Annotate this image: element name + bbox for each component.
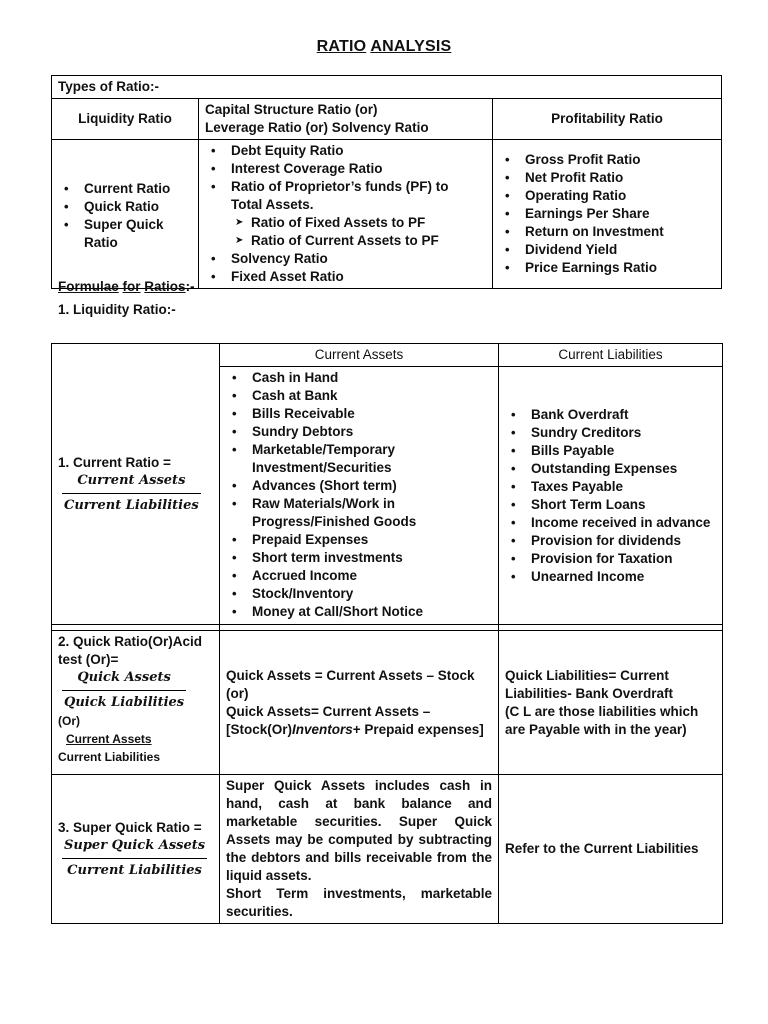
- list-item: • Bank Overdraft: [505, 406, 716, 424]
- list-item: • Short term investments: [226, 549, 492, 567]
- ratios-word: Ratios: [144, 279, 186, 294]
- quick-liab-line1: Quick Liabilities= Current: [505, 667, 669, 683]
- current-ratio-cell: [52, 344, 220, 625]
- quick-ratio-label-line2: test (Or)=: [58, 652, 119, 667]
- list-item: • Price Earnings Ratio: [499, 259, 715, 277]
- capital-list-cell: [199, 140, 493, 289]
- types-header: Types of Ratio:-: [52, 76, 722, 99]
- formulae-label: [58, 279, 195, 294]
- capital-item-c-line1: • Ratio of Proprietor’s funds (PF) to: [231, 179, 449, 194]
- list-item: • Solvency Ratio: [205, 250, 486, 268]
- quick-assets-line4: [226, 721, 492, 739]
- current-assets-header: Current Assets: [220, 344, 499, 367]
- super-quick-assets-text: Super Quick Assets includes cash in hand, cash at bank balance and marketable securities. Super Quick Assets may be computed by subtracting the debtors and bills receivable from the liquid assets.: [226, 778, 492, 883]
- list-item: • Income received in advance: [505, 514, 716, 532]
- formulae-word: Formulae: [58, 279, 119, 294]
- list-item: • Super Quick Ratio: [58, 216, 192, 252]
- quick-liabilities-cell: [499, 631, 723, 775]
- list-item: • Taxes Payable: [505, 478, 716, 496]
- quick-assets-line3: Quick Assets= Current Assets –: [226, 703, 431, 719]
- fraction-denominator: Current Liabilities: [67, 862, 202, 878]
- quick-assets-line1: Quick Assets = Current Assets – Stock: [226, 667, 475, 683]
- current-liabilities-list-cell: [499, 367, 723, 625]
- formulae-tail: :-: [185, 279, 195, 294]
- list-item: • Unearned Income: [505, 568, 716, 586]
- list-item: • Sundry Creditors: [505, 424, 716, 442]
- capital-item-c-line2: Total Assets.: [231, 197, 314, 212]
- quick-ratio-fraction: [62, 669, 186, 712]
- liquidity-list-cell: [52, 140, 199, 289]
- list-item: • Return on Investment: [499, 223, 715, 241]
- liquidity-section-label: 1. Liquidity Ratio:-: [58, 302, 176, 317]
- current-assets-list-cell: [220, 367, 499, 625]
- super-quick-assets-cell: [220, 775, 499, 924]
- fraction-numerator: Current Assets: [62, 472, 201, 494]
- profitability-header: Profitability Ratio: [493, 99, 722, 140]
- list-item: • Earnings Per Share: [499, 205, 715, 223]
- quick-assets-line4b: Inventors: [292, 721, 353, 737]
- current-ratio-fraction: [62, 472, 201, 515]
- list-item: • Marketable/Temporary Investment/Securities: [226, 441, 492, 477]
- super-quick-label: 3. Super Quick Ratio =: [58, 819, 202, 835]
- types-of-ratio-table: [51, 75, 722, 289]
- list-item-sub: ➤ Ratio of Current Assets to PF: [205, 232, 486, 250]
- list-item: • Advances (Short term): [226, 477, 492, 495]
- list-item: • Cash in Hand: [226, 369, 492, 387]
- quick-liab-line3: (C L are those liabilities which: [505, 703, 699, 719]
- list-item-sub: ➤ Ratio of Fixed Assets to PF: [205, 214, 486, 232]
- list-item: • Gross Profit Ratio: [499, 151, 715, 169]
- quick-assets-line2: (or): [226, 685, 249, 701]
- list-item: • Interest Coverage Ratio: [205, 160, 486, 178]
- page-title: [0, 38, 768, 56]
- list-item: • Outstanding Expenses: [505, 460, 716, 478]
- quick-liab-line2: Liabilities- Bank Overdraft: [505, 685, 674, 701]
- capital-header-line2: Leverage Ratio (or) Solvency Ratio: [205, 120, 429, 135]
- quick-ratio-label-line1: 2. Quick Ratio(Or)Acid: [58, 634, 203, 649]
- liquidity-formulae-table: [51, 343, 723, 924]
- list-item: • Quick Ratio: [58, 198, 192, 216]
- list-item: • Prepaid Expenses: [226, 531, 492, 549]
- list-item: • Bills Receivable: [226, 405, 492, 423]
- fraction-denominator: Quick Liabilities: [64, 695, 185, 710]
- current-liabilities-header: Current Liabilities: [499, 344, 723, 367]
- quick-assets-line4a: [Stock(Or): [226, 721, 293, 737]
- list-item: [205, 178, 486, 214]
- fraction-denominator: Current Liabilities: [64, 497, 199, 513]
- super-quick-assets-text2: Short Term investments, marketable securities.: [226, 886, 492, 919]
- fraction-numerator: Quick Assets: [62, 669, 186, 691]
- list-item: • Dividend Yield: [499, 241, 715, 259]
- list-item: • Money at Call/Short Notice: [226, 603, 492, 621]
- list-item: • Stock/Inventory: [226, 585, 492, 603]
- super-quick-ratio-cell: [52, 775, 220, 924]
- list-item: • Bills Payable: [505, 442, 716, 460]
- quick-ratio-alt-denominator: Current Liabilities: [58, 750, 161, 764]
- capital-structure-header: [199, 99, 493, 140]
- title-word-ratio: RATIO: [316, 38, 367, 55]
- fraction-numerator: Super Quick Assets: [62, 837, 207, 859]
- for-word: for: [122, 279, 141, 294]
- list-item: • Fixed Asset Ratio: [205, 268, 486, 286]
- capital-header-line1: Capital Structure Ratio (or): [205, 102, 378, 117]
- quick-ratio-or: (Or): [58, 714, 80, 728]
- quick-ratio-cell: [52, 631, 220, 775]
- super-quick-fraction: [62, 837, 207, 880]
- list-item: • Short Term Loans: [505, 496, 716, 514]
- list-item: • Debt Equity Ratio: [205, 142, 486, 160]
- list-item: • Net Profit Ratio: [499, 169, 715, 187]
- list-item: • Provision for dividends: [505, 532, 716, 550]
- super-quick-liabilities-cell: Refer to the Current Liabilities: [499, 775, 723, 924]
- list-item: • Cash at Bank: [226, 387, 492, 405]
- list-item: • Sundry Debtors: [226, 423, 492, 441]
- liquidity-header: Liquidity Ratio: [52, 99, 199, 140]
- list-item: • Raw Materials/Work in Progress/Finished Goods: [226, 495, 492, 531]
- quick-ratio-alt-numerator: Current Assets: [66, 732, 152, 746]
- quick-assets-line4c: + Prepaid expenses]: [352, 721, 484, 737]
- list-item: • Provision for Taxation: [505, 550, 716, 568]
- list-item: • Accrued Income: [226, 567, 492, 585]
- quick-assets-cell: [220, 631, 499, 775]
- list-item: • Operating Ratio: [499, 187, 715, 205]
- quick-liab-line4: are Payable with in the year): [505, 721, 687, 737]
- list-item: • Current Ratio: [58, 180, 192, 198]
- profitability-list-cell: [493, 140, 722, 289]
- title-word-analysis: ANALYSIS: [370, 38, 452, 55]
- current-ratio-label: 1. Current Ratio =: [58, 454, 171, 470]
